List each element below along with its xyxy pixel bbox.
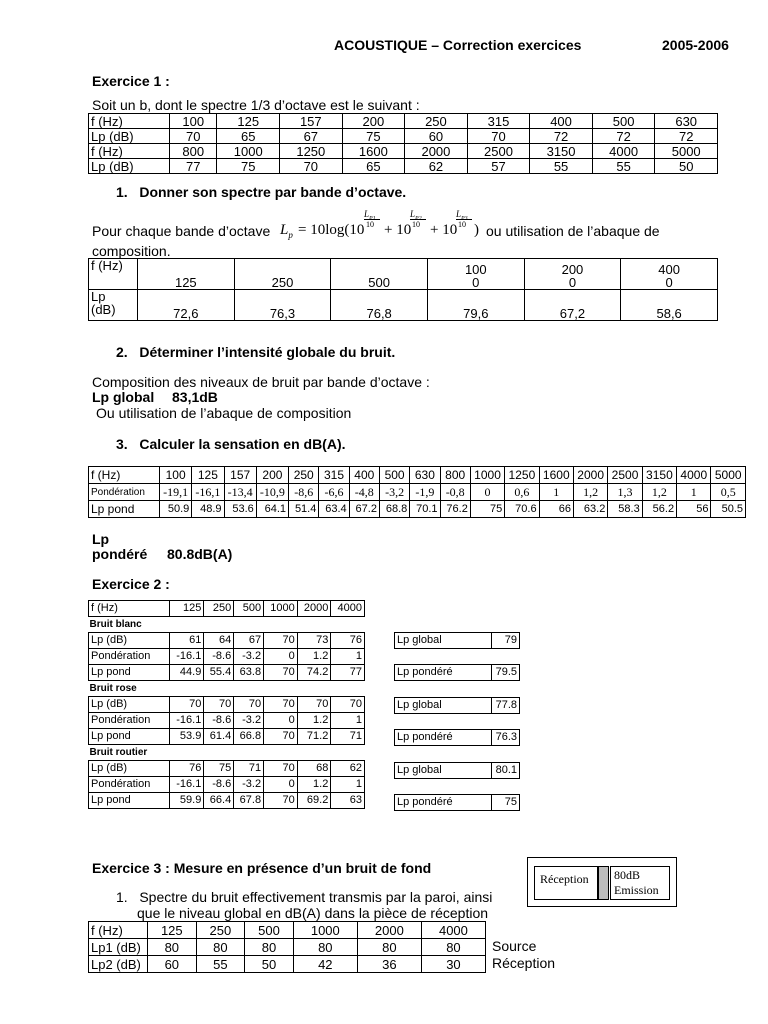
table-cell: 4000: [331, 601, 365, 617]
table-cell: -8.6: [204, 777, 234, 793]
table-cell: 1000: [217, 144, 280, 159]
table-cell: 4000: [677, 467, 711, 484]
row-label: Lp2 (dB): [89, 956, 148, 973]
weighting-table: [88, 466, 746, 518]
ex1-q1-text-end: composition.: [92, 243, 171, 259]
formula-lhs: $L_p$: [280, 222, 293, 240]
table-cell: 67: [234, 633, 264, 649]
table-row: [89, 649, 365, 665]
table-cell: 64.1: [256, 501, 288, 518]
table-cell: 70: [264, 729, 298, 745]
table-cell: 4000: [592, 144, 655, 159]
ex1-q1-text-cont: ou utilisation de l’abaque de: [486, 223, 660, 239]
table-cell: 70: [264, 633, 298, 649]
lp-global-value: 83,1dB: [172, 389, 218, 405]
row-label: f (Hz): [89, 114, 170, 129]
ex3-title: Exercice 3 : Mesure en présence d’un bruit de fond: [92, 860, 432, 876]
row-label: Lp1 (dB): [89, 939, 148, 956]
table-cell: 73: [297, 633, 331, 649]
table-cell: 2000: [573, 467, 607, 484]
table-cell: 2000: [405, 144, 468, 159]
table-row: [89, 144, 718, 159]
table-cell: 70: [264, 761, 298, 777]
table-cell: -1,9: [410, 484, 440, 501]
ex1-question-1: 1. Donner son spectre par bande d’octave.: [116, 184, 407, 200]
table-row: [89, 922, 486, 939]
ex1-title: Exercice 1 :: [92, 73, 170, 89]
routier-pondere-box: Lp pondéré 75: [394, 794, 520, 811]
table-cell: 66.4: [204, 793, 234, 809]
noise-types-table: [88, 600, 365, 809]
table-cell: 2500: [608, 467, 642, 484]
table-cell: 800: [440, 467, 470, 484]
table-row: [89, 713, 365, 729]
table-cell: 55.4: [204, 665, 234, 681]
table-cell: 0: [264, 777, 298, 793]
table-cell: 2500: [467, 144, 530, 159]
table-cell: 1: [331, 649, 365, 665]
table-cell: 56.2: [642, 501, 676, 518]
reception-row-label: Réception: [492, 955, 556, 971]
table-cell: 63.8: [234, 665, 264, 681]
table-cell: 65: [217, 129, 280, 144]
table-cell: 76: [170, 761, 204, 777]
table-cell: 500: [245, 922, 294, 939]
table-cell: 71: [234, 761, 264, 777]
table-cell: -3,2: [379, 484, 409, 501]
table-row: [89, 484, 746, 501]
table-cell: 70.1: [410, 501, 440, 518]
ex1-q2-text2: Ou utilisation de l’abaque de composition: [96, 405, 352, 421]
table-cell: 125: [192, 467, 224, 484]
table-cell: 57: [467, 159, 530, 174]
table-row: [89, 777, 365, 793]
wall-db-label: 80dB: [614, 868, 641, 882]
reception-label: Réception: [540, 872, 589, 886]
table-cell: 2000: [297, 601, 331, 617]
table-cell: 125: [170, 601, 204, 617]
group-heading: [89, 681, 365, 697]
blanc-global-box: Lp global 79: [394, 632, 520, 649]
table-cell: 65: [342, 159, 405, 174]
table-cell: 66: [539, 501, 573, 518]
formula-plus-2: + 10: [430, 222, 458, 238]
table-cell: 68.8: [379, 501, 409, 518]
table-row: [89, 729, 365, 745]
table-cell: 55: [592, 159, 655, 174]
group-name: Bruit rose: [89, 683, 137, 694]
lp-pondere-label-b: pondéré: [92, 546, 148, 562]
table-cell: 55: [196, 956, 245, 973]
table-cell: 315: [467, 114, 530, 129]
table-cell: 3150: [642, 467, 676, 484]
row-label: Pondération: [89, 777, 170, 793]
table-cell: 60: [405, 129, 468, 144]
table-cell: 50: [245, 956, 294, 973]
page-title: ACOUSTIQUE – Correction exercices: [334, 37, 582, 53]
table-cell: 58.3: [608, 501, 642, 518]
table-cell: 2000: [357, 922, 421, 939]
table-cell: 48.9: [192, 501, 224, 518]
table-cell: 630: [410, 467, 440, 484]
table-cell: 70: [264, 697, 298, 713]
ex2-title: Exercice 2 :: [92, 576, 170, 592]
table-cell: 1: [677, 484, 711, 501]
table-cell: 63: [331, 793, 365, 809]
table-cell: 200: [256, 467, 288, 484]
table-cell: 250: [405, 114, 468, 129]
table-cell: -3.2: [234, 649, 264, 665]
table-cell: 61: [170, 633, 204, 649]
table-cell: 0: [470, 484, 504, 501]
group-heading: [89, 745, 365, 761]
octave-table-lp-label: Lp (dB): [89, 290, 138, 321]
table-cell: 1600: [342, 144, 405, 159]
table-cell: 1.2: [297, 713, 331, 729]
table-cell: 70: [264, 665, 298, 681]
table-cell: 500: [379, 467, 409, 484]
table-cell: 63.2: [573, 501, 607, 518]
table-row: [89, 114, 718, 129]
octave-lp-500: 76,8: [331, 290, 428, 321]
table-cell: 50.9: [160, 501, 192, 518]
octave-f-250: 250: [234, 259, 331, 290]
table-cell: -4,8: [349, 484, 379, 501]
formula-plus-1: + 10: [384, 222, 412, 238]
table-cell: 72: [530, 129, 593, 144]
formula-close: ): [474, 222, 479, 238]
octave-f-500: 500: [331, 259, 428, 290]
table-row: [89, 601, 365, 617]
table-cell: 157: [224, 467, 256, 484]
octave-f-2000: 200 0: [524, 259, 621, 290]
blanc-pondere-box: Lp pondéré 79.5: [394, 664, 520, 681]
row-label: Lp (dB): [89, 633, 170, 649]
table-cell: 80: [245, 939, 294, 956]
table-cell: 50.5: [711, 501, 746, 518]
octave-f-1000: 100 0: [427, 259, 524, 290]
octave-f-125: 125: [138, 259, 235, 290]
source-label: Source: [492, 938, 537, 954]
ex1-q1-text: Pour chaque bande d’octave: [92, 223, 271, 239]
octave-formula: [280, 209, 480, 245]
formula-den-3: 10: [458, 220, 466, 229]
row-label: Lp (dB): [89, 761, 170, 777]
table-cell: 1: [331, 713, 365, 729]
row-label: Pondération: [89, 713, 170, 729]
table-cell: -16.1: [170, 713, 204, 729]
octave-f-4000: 400 0: [621, 259, 718, 290]
row-label: Lp (dB): [89, 159, 170, 174]
octave-lp-250: 76,3: [234, 290, 331, 321]
table-cell: 1: [539, 484, 573, 501]
table-cell: 56: [677, 501, 711, 518]
routier-global-box: Lp global 80.1: [394, 762, 520, 779]
table-cell: 74.2: [297, 665, 331, 681]
table-cell: 70: [234, 697, 264, 713]
table-cell: 4000: [421, 922, 485, 939]
table-cell: 75: [342, 129, 405, 144]
formula-exp-1: $L_{P1}$: [364, 209, 376, 222]
table-cell: 250: [289, 467, 319, 484]
emission-label: Emission: [614, 883, 659, 897]
table-cell: 59.9: [170, 793, 204, 809]
table-cell: 1,2: [573, 484, 607, 501]
table-row: [89, 761, 365, 777]
table-cell: 1000: [470, 467, 504, 484]
group-name: Bruit routier: [89, 747, 148, 758]
wall-partition: [598, 866, 609, 900]
table-row: [89, 129, 718, 144]
group-name: Bruit blanc: [89, 619, 142, 630]
row-label: Lp pond: [89, 501, 160, 518]
lp-global-label: Lp global: [92, 389, 155, 405]
row-label: Lp (dB): [89, 129, 170, 144]
table-cell: 63.4: [319, 501, 349, 518]
table-cell: 60: [148, 956, 197, 973]
table-cell: 0: [264, 713, 298, 729]
table-cell: -16,1: [192, 484, 224, 501]
table-cell: 72: [592, 129, 655, 144]
wall-diagram: [527, 857, 677, 907]
ex3-item1-line1: 1. Spectre du bruit effectivement transmis par la paroi, ainsi: [116, 889, 493, 905]
table-cell: 55: [530, 159, 593, 174]
table-row: [89, 665, 365, 681]
table-cell: 66.8: [234, 729, 264, 745]
table-cell: 70: [467, 129, 530, 144]
table-cell: 44.9: [170, 665, 204, 681]
page-year: 2005-2006: [662, 37, 729, 53]
table-cell: 71.2: [297, 729, 331, 745]
table-cell: 70.6: [505, 501, 539, 518]
ex1-question-3: 3. Calculer la sensation en dB(A).: [116, 436, 346, 452]
table-row: [89, 159, 718, 174]
table-cell: 1.2: [297, 777, 331, 793]
table-cell: -8,6: [289, 484, 319, 501]
table-row: [89, 467, 746, 484]
table-cell: 80: [148, 939, 197, 956]
table-cell: 400: [349, 467, 379, 484]
octave-spectrum-table: [88, 258, 718, 321]
octave-lp-125: 72,6: [138, 290, 235, 321]
table-cell: 77: [331, 665, 365, 681]
table-cell: -3.2: [234, 777, 264, 793]
row-label: Lp pond: [89, 665, 170, 681]
formula-den-1: 10: [366, 220, 374, 229]
ex1-intro: Soit un b, dont le spectre 1/3 d’octave est le suivant :: [92, 97, 420, 113]
table-cell: 157: [280, 114, 343, 129]
table-cell: 70: [331, 697, 365, 713]
table-cell: 1250: [505, 467, 539, 484]
table-cell: 1250: [280, 144, 343, 159]
table-cell: 42: [293, 956, 357, 973]
table-cell: 1000: [293, 922, 357, 939]
table-cell: 100: [170, 114, 217, 129]
table-row: [89, 501, 746, 518]
table-cell: 36: [357, 956, 421, 973]
table-cell: 80: [421, 939, 485, 956]
rose-pondere-box: Lp pondéré 76.3: [394, 729, 520, 746]
row-label: Pondération: [89, 484, 160, 501]
ex1-q2-text: Composition des niveaux de bruit par bande d’octave :: [92, 374, 430, 390]
table-cell: -13,4: [224, 484, 256, 501]
table-cell: 71: [331, 729, 365, 745]
table-row: [89, 633, 365, 649]
row-label: Lp pond: [89, 793, 170, 809]
row-label: Lp (dB): [89, 697, 170, 713]
table-cell: 67.8: [234, 793, 264, 809]
lp-pondere-value: 80.8dB(A): [167, 546, 233, 562]
table-cell: 51.4: [289, 501, 319, 518]
table-row: [89, 956, 486, 973]
octave-lp-4000: 58,6: [621, 290, 718, 321]
table-cell: 70: [297, 697, 331, 713]
table-cell: 125: [148, 922, 197, 939]
table-cell: 0: [264, 649, 298, 665]
octave-lp-2000: 67,2: [524, 290, 621, 321]
table-cell: 0,6: [505, 484, 539, 501]
table-cell: 68: [297, 761, 331, 777]
row-label: f (Hz): [89, 601, 170, 617]
formula-exp-2: $L_{P2}$: [410, 209, 422, 222]
table-cell: 53.6: [224, 501, 256, 518]
table-cell: -3.2: [234, 713, 264, 729]
table-cell: 5000: [655, 144, 718, 159]
table-cell: 53.9: [170, 729, 204, 745]
formula-den-2: 10: [412, 220, 420, 229]
table-cell: 1000: [264, 601, 298, 617]
table-cell: 200: [342, 114, 405, 129]
table-cell: 500: [592, 114, 655, 129]
rose-global-box: Lp global 77.8: [394, 697, 520, 714]
table-cell: 50: [655, 159, 718, 174]
ex1-question-2: 2. Déterminer l’intensité globale du bruit.: [116, 344, 396, 360]
table-cell: 75: [204, 761, 234, 777]
octave-lp-1000: 79,6: [427, 290, 524, 321]
table-cell: 500: [234, 601, 264, 617]
table-cell: -8.6: [204, 649, 234, 665]
table-cell: 1600: [539, 467, 573, 484]
table-cell: 250: [196, 922, 245, 939]
table-cell: 800: [170, 144, 217, 159]
table-cell: 1,3: [608, 484, 642, 501]
table-cell: 1,2: [642, 484, 676, 501]
row-label: Lp pond: [89, 729, 170, 745]
table-cell: 61.4: [204, 729, 234, 745]
table-cell: 315: [319, 467, 349, 484]
table-cell: 1: [331, 777, 365, 793]
table-cell: 70: [280, 159, 343, 174]
lp-pondere-label-a: Lp: [92, 531, 110, 547]
octave-table-f-label: f (Hz): [89, 259, 138, 290]
table-cell: 67: [280, 129, 343, 144]
row-label: f (Hz): [89, 922, 148, 939]
row-label: Pondération: [89, 649, 170, 665]
table-cell: -16.1: [170, 777, 204, 793]
table-cell: 67.2: [349, 501, 379, 518]
table-cell: 125: [217, 114, 280, 129]
table-cell: 3150: [530, 144, 593, 159]
table-cell: 5000: [711, 467, 746, 484]
table-cell: 250: [204, 601, 234, 617]
table-cell: 80: [196, 939, 245, 956]
transmission-table: [88, 921, 486, 973]
table-cell: -16.1: [170, 649, 204, 665]
table-cell: -19,1: [160, 484, 192, 501]
table-cell: 62: [405, 159, 468, 174]
table-cell: 0,5: [711, 484, 746, 501]
table-row: [89, 939, 486, 956]
table-cell: -6,6: [319, 484, 349, 501]
table-cell: 70: [170, 129, 217, 144]
table-cell: 100: [160, 467, 192, 484]
table-cell: 630: [655, 114, 718, 129]
table-cell: 70: [264, 793, 298, 809]
row-label: f (Hz): [89, 144, 170, 159]
formula-exp-3: $L_{P3}$: [456, 209, 468, 222]
table-cell: 72: [655, 129, 718, 144]
table-cell: 30: [421, 956, 485, 973]
table-cell: 64: [204, 633, 234, 649]
table-cell: 1.2: [297, 649, 331, 665]
row-label: f (Hz): [89, 467, 160, 484]
table-cell: -10,9: [256, 484, 288, 501]
table-cell: 70: [204, 697, 234, 713]
table-row: [89, 697, 365, 713]
table-cell: 75: [470, 501, 504, 518]
table-cell: 80: [293, 939, 357, 956]
group-heading: [89, 617, 365, 633]
table-cell: -0,8: [440, 484, 470, 501]
table-cell: 80: [357, 939, 421, 956]
table-cell: 62: [331, 761, 365, 777]
table-cell: 76.2: [440, 501, 470, 518]
formula-log: = 10log(10: [298, 222, 365, 238]
table-cell: 70: [170, 697, 204, 713]
spectrum-third-octave-table: [88, 113, 718, 174]
table-cell: -8.6: [204, 713, 234, 729]
table-cell: 76: [331, 633, 365, 649]
table-cell: 69.2: [297, 793, 331, 809]
table-cell: 75: [217, 159, 280, 174]
table-cell: 77: [170, 159, 217, 174]
table-row: [89, 793, 365, 809]
ex3-item1-line2: que le niveau global en dB(A) dans la pièce de réception: [137, 905, 489, 921]
table-cell: 400: [530, 114, 593, 129]
